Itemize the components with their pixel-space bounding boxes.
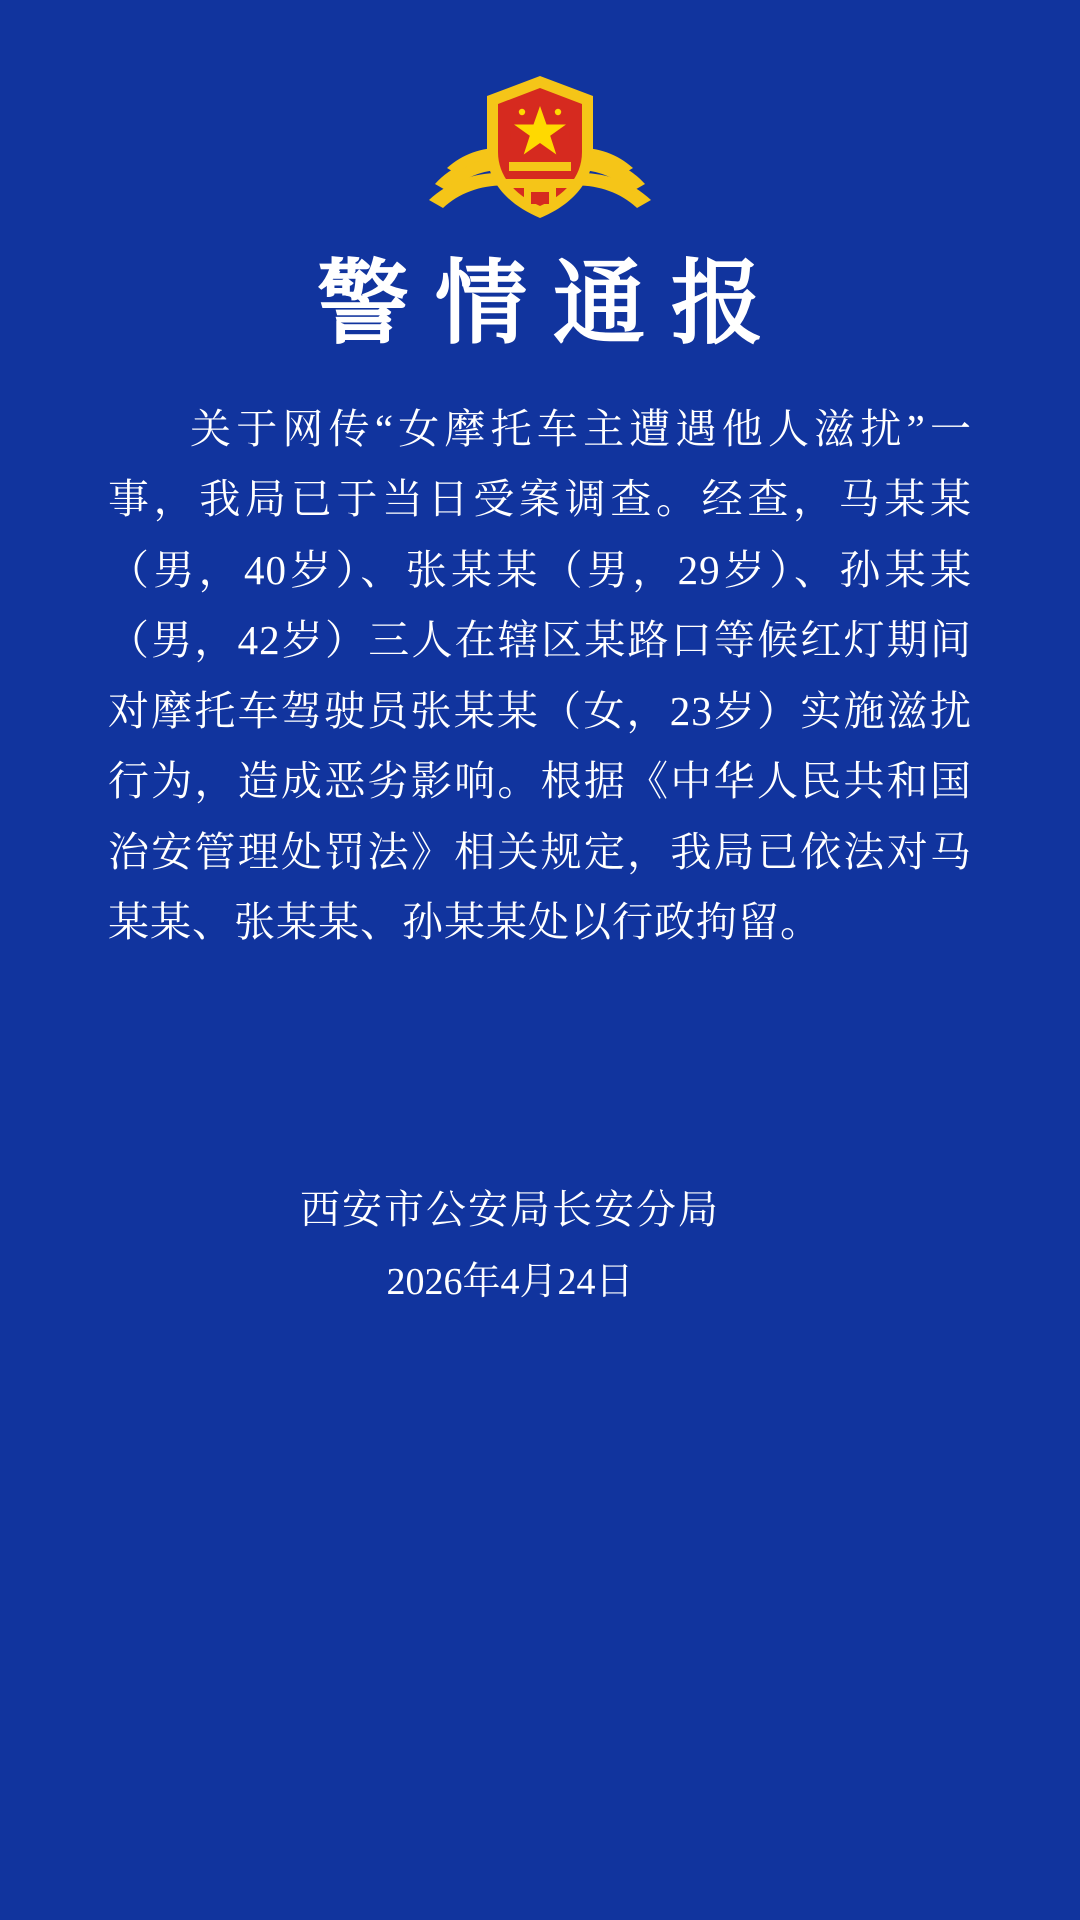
emblem-container [0, 0, 1080, 226]
china-police-badge-icon [425, 66, 655, 226]
notice-body-text: 关于网传“女摩托车主遭遇他人滋扰”一事，我局已于当日受案调查。经查，马某某（男，40岁）、张某某（男，29岁）、孙某某（男，42岁）三人在辖区某路口等候红灯期间对摩托车驾驶员张某某（女，23岁）实施滋扰行为，造成恶劣影响。根据《中华人民共和国治安管理处罚法》相关规定，我局已依法对马某某、张某某、孙某某处以行政拘留。 [108, 405, 972, 946]
page-title: 警情通报 [316, 253, 789, 355]
issuing-authority: 西安市公安局长安分局 [300, 1187, 720, 1232]
signature-block [0, 1180, 1080, 1313]
issue-date: 2026年4月24日 [386, 1261, 634, 1303]
